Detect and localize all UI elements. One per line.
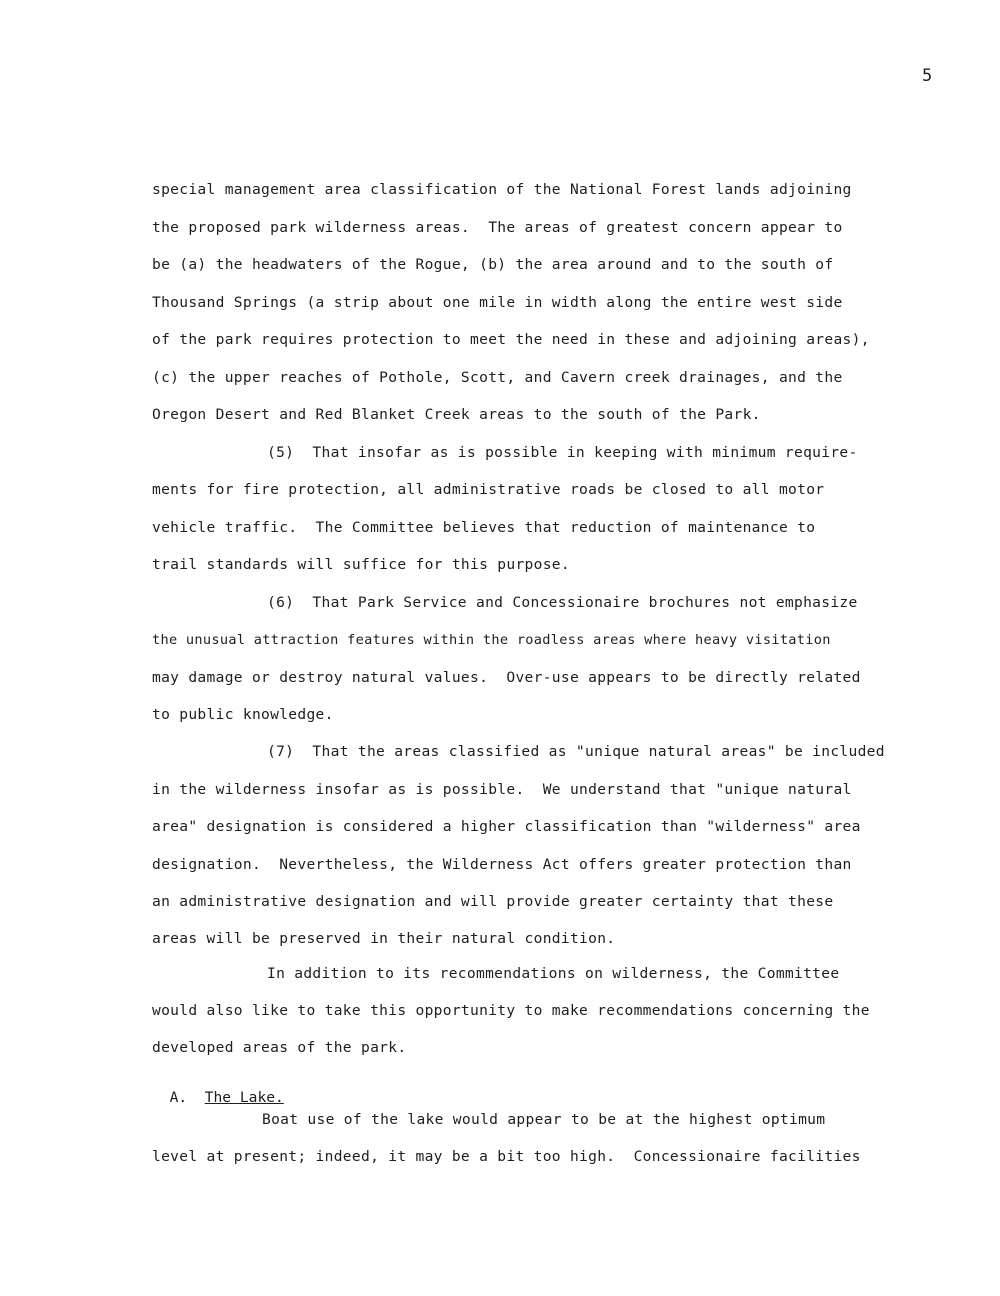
text-line: to public knowledge. bbox=[152, 706, 334, 723]
text-line: would also like to take this opportunity to make recommendations concerning the bbox=[152, 1002, 870, 1019]
paragraph-addition-start: In addition to its recommendations on wilderness, the Committee bbox=[267, 965, 840, 982]
text-line: in the wilderness insofar as is possible. We understand that "unique natural bbox=[152, 781, 852, 798]
text-line: be (a) the headwaters of the Rogue, (b) the area around and to the south of bbox=[152, 256, 834, 273]
paragraph-6-start: (6) That Park Service and Concessionaire brochures not emphasize bbox=[267, 594, 858, 611]
section-heading-a bbox=[152, 1072, 284, 1106]
text-line: (c) the upper reaches of Pothole, Scott, and Cavern creek drainages, and the bbox=[152, 369, 843, 386]
text-line: may damage or destroy natural values. Over-use appears to be directly related bbox=[152, 669, 861, 686]
text-line: the unusual attraction features within the roadless areas where heavy visitation bbox=[152, 632, 831, 648]
text-line: vehicle traffic. The Committee believes that reduction of maintenance to bbox=[152, 519, 816, 536]
text-line: trail standards will suffice for this purpose. bbox=[152, 556, 570, 573]
text-line: areas will be preserved in their natural condition. bbox=[152, 930, 616, 947]
text-line: of the park requires protection to meet the need in these and adjoining areas), bbox=[152, 331, 870, 348]
text-line: area" designation is considered a higher classification than "wilderness" area bbox=[152, 818, 861, 835]
text-line: designation. Nevertheless, the Wilderness Act offers greater protection than bbox=[152, 856, 852, 873]
paragraph-lake-start: Boat use of the lake would appear to be at the highest optimum bbox=[262, 1111, 826, 1128]
text-line: ments for fire protection, all administrative roads be closed to all motor bbox=[152, 481, 825, 498]
text-line: Thousand Springs (a strip about one mile in width along the entire west side bbox=[152, 294, 843, 311]
page-number: 5 bbox=[922, 66, 933, 86]
text-line: developed areas of the park. bbox=[152, 1039, 407, 1056]
text-line: the proposed park wilderness areas. The areas of greatest concern appear to bbox=[152, 219, 843, 236]
section-title: The Lake. bbox=[204, 1089, 284, 1106]
section-label: A. bbox=[169, 1089, 188, 1106]
text-line: an administrative designation and will provide greater certainty that these bbox=[152, 893, 834, 910]
text-line: level at present; indeed, it may be a bit too high. Concessionaire facilities bbox=[152, 1148, 861, 1165]
paragraph-7-start: (7) That the areas classified as "unique natural areas" be included bbox=[267, 743, 885, 760]
paragraph-5-start: (5) That insofar as is possible in keeping with minimum require- bbox=[267, 444, 858, 461]
text-line: special management area classification of the National Forest lands adjoining bbox=[152, 181, 852, 198]
text-line: Oregon Desert and Red Blanket Creek areas to the south of the Park. bbox=[152, 406, 761, 423]
